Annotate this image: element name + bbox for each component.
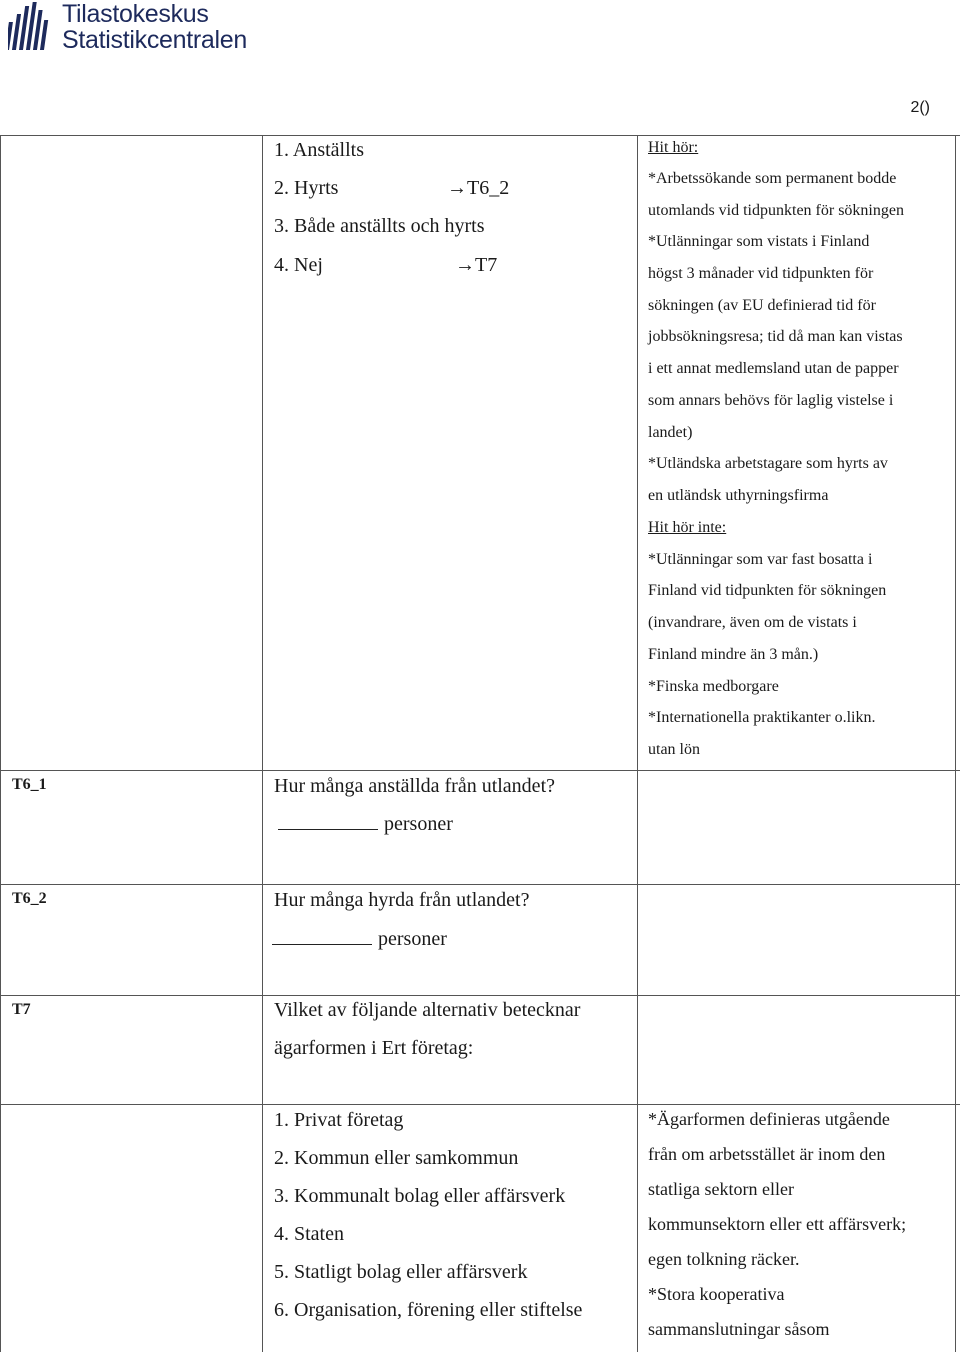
option-line: 2. Kommun eller samkommun (274, 1147, 519, 1169)
question-text: Vilket av följande alternativ betecknar (274, 999, 581, 1021)
note-line: utan lön (648, 741, 700, 758)
option-line: 1. Privat företag (274, 1109, 404, 1131)
note-line: sökningen (av EU definierad tid för (648, 297, 876, 314)
logo-bars-icon (8, 0, 54, 56)
table-border-top (0, 135, 960, 136)
note-line: högst 3 månader vid tidpunkten för (648, 265, 874, 282)
note-line: egen tolkning räcker. (648, 1249, 800, 1269)
note-line: *Arbetssökande som permanent bodde (648, 170, 897, 187)
answer-blank[interactable] (272, 943, 372, 945)
option-nej: 4. Nej (274, 254, 323, 276)
note-line: *Internationella praktikanter o.likn. (648, 709, 876, 726)
notes-heading-included: Hit hör: (648, 139, 699, 156)
note-line: utomlands vid tidpunkten för sökningen (648, 202, 904, 219)
notes-heading-excluded: Hit hör inte: (648, 519, 727, 536)
question-code: T7 (12, 1001, 31, 1018)
logo-text-fi: Tilastokeskus (62, 0, 209, 28)
row-divider (0, 770, 960, 771)
answer-line (278, 813, 453, 836)
note-line: *Utlänningar som vistats i Finland (648, 233, 870, 250)
question-code: T6_1 (12, 776, 47, 793)
option-bade: 3. Både anställts och hyrts (274, 215, 485, 237)
option-line: 3. Kommunalt bolag eller affärsverk (274, 1185, 566, 1207)
answer-blank[interactable] (278, 828, 378, 830)
logo-text-sv: Statistikcentralen (62, 26, 247, 54)
note-line: landet) (648, 424, 693, 441)
page-number: 2() (910, 99, 930, 116)
option-hyrts: 2. Hyrts (274, 177, 339, 199)
answer-line (272, 928, 447, 951)
option-line: 5. Statligt bolag eller affärsverk (274, 1261, 528, 1283)
row-divider (0, 995, 960, 996)
note-line: Finland vid tidpunkten för sökningen (648, 582, 887, 599)
note-line: Finland mindre än 3 mån.) (648, 646, 819, 663)
unit-label: personer (384, 813, 453, 835)
option-anstallts: 1. Anställts (274, 139, 365, 161)
question-text: Hur många hyrda från utlandet? (274, 889, 530, 911)
skip-arrow-t6-2: →T6_2 (447, 177, 510, 199)
unit-label: personer (378, 928, 447, 950)
column-divider (637, 135, 638, 1352)
note-line: som annars behövs för laglig vistelse i (648, 392, 894, 409)
question-code: T6_2 (12, 890, 47, 907)
note-line: en utländsk uthyrningsfirma (648, 487, 829, 504)
option-line: 6. Organisation, förening eller stiftelse (274, 1299, 583, 1321)
row-divider (0, 884, 960, 885)
skip-arrow-t7: →T7 (455, 254, 498, 276)
statistics-finland-logo (8, 0, 268, 60)
row-divider (0, 1104, 960, 1105)
option-line: 4. Staten (274, 1223, 344, 1245)
note-line: *Stora kooperativa (648, 1284, 785, 1304)
note-line: sammanslutningar såsom (648, 1319, 830, 1339)
note-line: statliga sektorn eller (648, 1179, 794, 1199)
note-line: (invandrare, även om de vistats i (648, 614, 857, 631)
note-line: från om arbetsstället är inom den (648, 1144, 886, 1164)
note-line: jobbsökningsresa; tid då man kan vistas (648, 328, 903, 345)
note-line: *Ägarformen definieras utgående (648, 1109, 890, 1129)
question-text: ägarformen i Ert företag: (274, 1037, 474, 1059)
table-border-right (955, 135, 956, 1352)
note-line: i ett annat medlemsland utan de papper (648, 360, 899, 377)
note-line: *Finska medborgare (648, 678, 779, 695)
table-border-left (0, 135, 1, 1352)
question-text: Hur många anställda från utlandet? (274, 775, 555, 797)
column-divider (262, 135, 263, 1352)
note-line: kommunsektorn eller ett affärsverk; (648, 1214, 907, 1234)
note-line: *Utländska arbetstagare som hyrts av (648, 455, 888, 472)
note-line: *Utlänningar som var fast bosatta i (648, 551, 873, 568)
